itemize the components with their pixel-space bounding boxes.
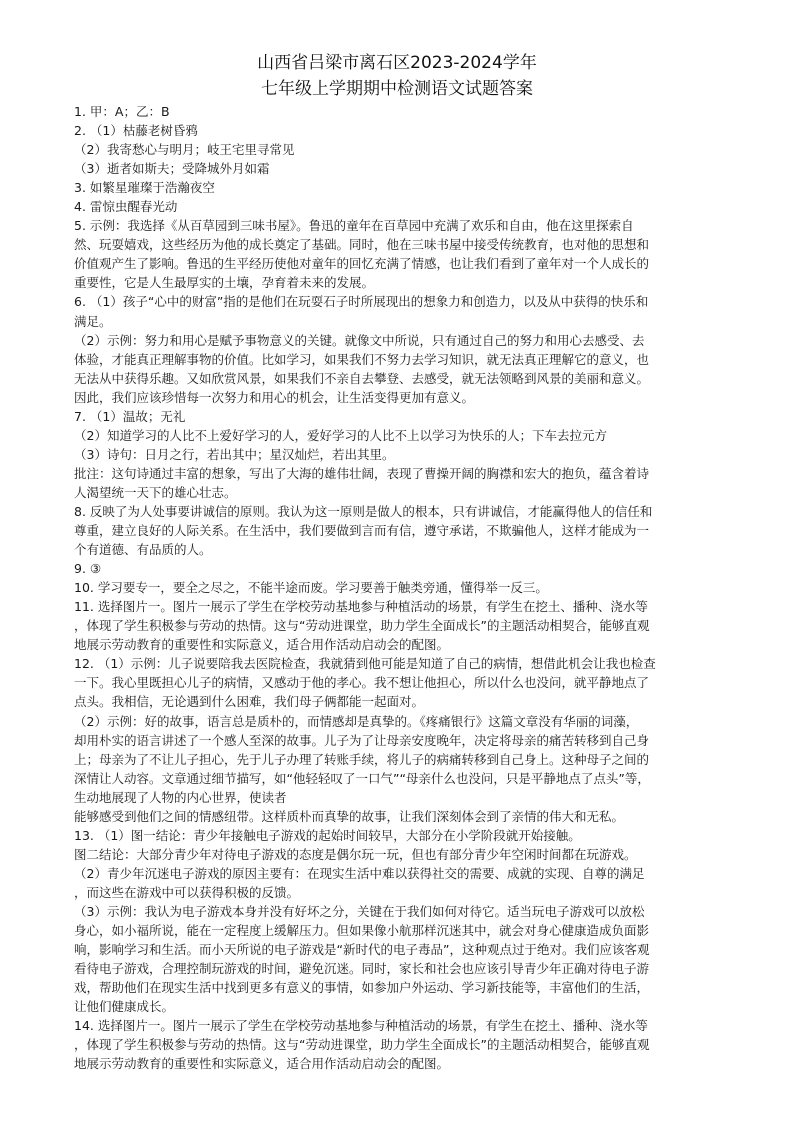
answer-line: （2）我寄愁心与明月；岐王宅里寻常见 (74, 142, 295, 158)
answer-line: （3）逝者如斯夫；受降城外月如霜 (74, 161, 270, 177)
answer-line: 一下。我心里既担心儿子的病情，又感动于他的孝心。我不想让他担心，所以什么也没问，就平静地点了 (74, 675, 650, 691)
answer-line: 身心，如小福所说，能在一定程度上缓解压力。但如果像小航那样沉迷其中，就会对身心健康造成负面影 (74, 923, 650, 939)
document-title: 山西省吕梁市离石区2023-2024学年 (257, 53, 537, 73)
answer-line: 人渴望统一天下的雄心壮志。 (74, 484, 237, 500)
answer-line: 2. （1）枯藤老树昏鸦 (74, 123, 198, 139)
answer-line: 1. 甲：A；乙：B (74, 104, 170, 119)
answer-line: 13. （1）图一结论：青少年接触电子游戏的起始时间较早，大部分在小学阶段就开始接触。 (74, 827, 581, 843)
answer-line: 12. （1）示例：儿子说要陪我去医院检查，我就猜到他可能是知道了自己的病情，想借此机会让我也检查 (74, 656, 656, 672)
answer-line: 地展示劳动教育的重要性和实际意义，适合用作活动启动会的配图。 (74, 1056, 450, 1072)
answer-line: 6. （1）孩子“心中的财富”指的是他们在玩耍石子时所展现出的想象力和创造力，以及从中获得的快乐和 (74, 294, 649, 310)
answer-line: 批注：这句诗通过丰富的想象，写出了大海的雄伟壮阔，表现了曹操开阔的胸襟和宏大的抱负，蕴含着诗 (74, 465, 650, 481)
answer-line: 然、玩耍嬉戏，这些经历为他的成长奠定了基础。同时，他在三味书屋中接受传统教育，也对他的思想和 (74, 237, 650, 253)
answer-line: （3）示例：我认为电子游戏本身并没有好坏之分，关键在于我们如何对待它。适当玩电子游戏可以放松 (74, 903, 645, 919)
answer-line: 8. 反映了为人处事要讲诚信的原则。我认为这一原则是做人的根本，只有讲诚信，才能赢得他人的信任和 (74, 503, 653, 519)
answer-line: 图二结论：大部分青少年对待电子游戏的态度是偶尔玩一玩，但也有部分青少年空闲时间都在玩游戏。 (74, 846, 637, 862)
answer-line: 7. （1）温故；无礼 (74, 408, 186, 424)
answer-line: 地展示劳动教育的重要性和实际意义，适合用作活动启动会的配图。 (74, 637, 450, 653)
answer-line: 因此，我们应该珍惜每一次努力和用心的机会，让生活变得更加有意义。 (74, 389, 475, 405)
answer-line: 让他们健康成长。 (74, 999, 175, 1015)
answer-line: 价值观产生了影响。鲁迅的生平经历使他对童年的回忆充满了情感，也让我们看到了童年对一个人成长的 (74, 256, 650, 272)
answer-line: 3. 如繁星璀璨于浩瀚夜空 (74, 180, 215, 196)
answer-line: 深情让人动容。文章通过细节描写，如“他轻轻叹了一口气”“母亲什么也没问，只是平静地点了点头”等， (74, 770, 650, 786)
answer-line: 体验，才能真正理解事物的价值。比如学习，如果我们不努力去学习知识，就无法真正理解它的意义，也 (74, 351, 650, 367)
answer-line: 11. 选择图片一。图片一展示了学生在学校劳动基地参与种植活动的场景，有学生在挖土、播种、浇水等 (74, 599, 648, 615)
answer-line: 上；母亲为了不让儿子担心，先于儿子办理了转账手续，将儿子的病痛转移到自己身上。这种母子之间的 (74, 751, 650, 767)
answer-line: 重要性，它是人生最厚实的土壤，孕育着未来的发展。 (74, 275, 375, 291)
answer-line: 响，影响学习和生活。而小天所说的电子游戏是“新时代的电子毒品”，这种观点过于绝对。我们应该客观 (74, 942, 650, 958)
answer-line: 14. 选择图片一。图片一展示了学生在学校劳动基地参与种植活动的场景，有学生在挖土、播种、浇水等 (74, 1018, 648, 1034)
answer-line: 尊重，建立良好的人际关系。在生活中，我们要做到言而有信，遵守承诺，不欺骗他人，这样才能成为一 (74, 523, 650, 539)
answer-line: 10. 学习要专一，要全之尽之，不能半途而废。学习要善于触类旁通，懂得举一反三。 (74, 580, 548, 596)
answer-line: 生动地展现了人物的内心世界，使读者 (74, 789, 287, 805)
answer-line: 无法从中获得乐趣。又如欣赏风景，如果我们不亲自去攀登、去感受，就无法领略到风景的美丽和意义。 (74, 370, 650, 386)
answer-line: 5. 示例：我选择《从百草园到三味书屋》。鲁迅的童年在百草园中充满了欢乐和自由，他在这里探索自 (74, 218, 634, 234)
document-subtitle: 七年级上学期期中检测语文试题答案 (261, 79, 533, 99)
answer-line: ，而这些在游戏中可以获得积极的反馈。 (74, 884, 300, 900)
answer-line: （2）示例：好的故事，语言总是质朴的，而情感却是真挚的。《疼痛银行》这篇文章没有华丽的词藻， (74, 713, 639, 729)
answer-line: 能够感受到他们之间的情感纽带。这样质朴而真挚的故事，让我们深刻体会到了亲情的伟大和无私。 (74, 808, 625, 824)
answer-line: 却用朴实的语言讲述了一个感人至深的故事。儿子为了让母亲安度晚年，决定将母亲的痛苦转移到自己身 (74, 732, 650, 748)
answer-line: （3）诗句：日月之行，若出其中；星汉灿烂，若出其里。 (74, 446, 395, 462)
answer-line: 戏，帮助他们在现实生活中找到更多有意义的事情，如参加户外运动、学习新技能等，丰富他们的生活， (74, 980, 650, 996)
answer-line: （2）知道学习的人比不上爱好学习的人，爱好学习的人比不上以学习为快乐的人；下车去拉元方 (74, 427, 607, 443)
answer-line: （2）青少年沉迷电子游戏的原因主要有：在现实生活中难以获得社交的需要、成就的实现、自尊的满足 (74, 865, 645, 881)
answer-line: 个有道德、有品质的人。 (74, 542, 212, 558)
answer-line: 看待电子游戏，合理控制玩游戏的时间，避免沉迷。同时，家长和社会也应该引导青少年正确对待电子游 (74, 961, 650, 977)
answer-body (74, 102, 724, 1073)
answer-line: 9. ③ (74, 561, 102, 577)
answer-line: ，体现了学生积极参与劳动的热情。这与“劳动进课堂，助力学生全面成长”的主题活动相契合，能够直观 (74, 618, 650, 634)
answer-line: 满足。 (74, 313, 112, 329)
answer-line: 点头。我相信，无论遇到什么困难，我们母子俩都能一起面对。 (74, 694, 425, 710)
answer-line: 4. 雷惊虫醒春光动 (74, 199, 178, 215)
answer-line: （2）示例：努力和用心是赋予事物意义的关键。就像文中所说，只有通过自己的努力和用心去感受、去 (74, 332, 645, 348)
answer-line: ，体现了学生积极参与劳动的热情。这与“劳动进课堂，助力学生全面成长”的主题活动相契合，能够直观 (74, 1037, 650, 1053)
